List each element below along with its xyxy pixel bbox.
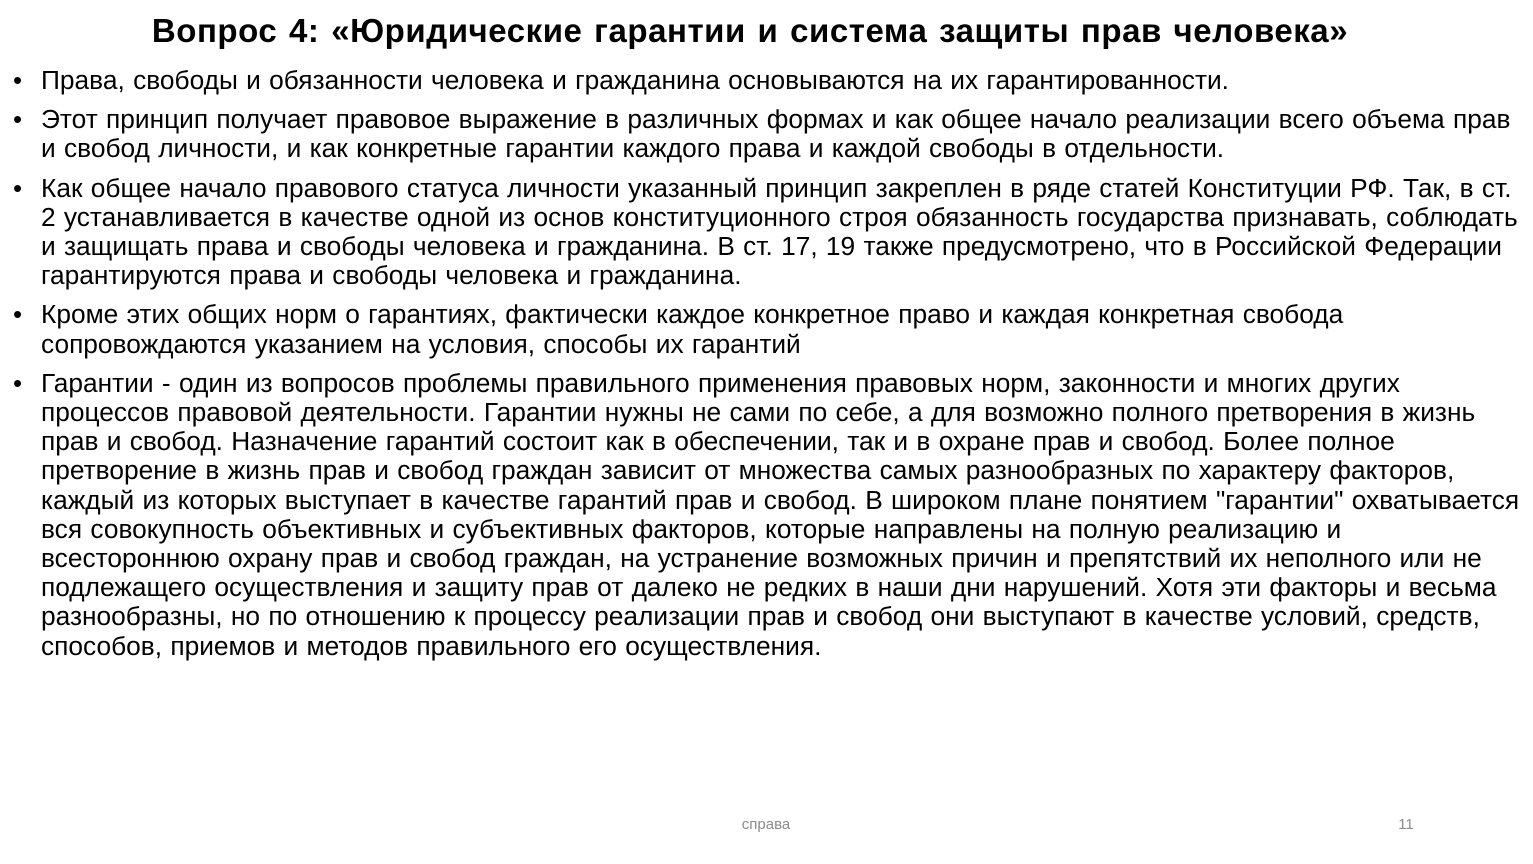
bullet-item xyxy=(13,300,1528,358)
bullet-item xyxy=(13,105,1528,163)
bullet-text: Этот принцип получает правовое выражение в различных формах и как общее начало реализации всего объема прав и свобод личности, и как конкретные гарантии каждого права и каждой свободы в отдельности. xyxy=(41,104,1511,164)
footer-text: справа xyxy=(741,816,791,833)
bullet-text: Как общее начало правового статуса личности указанный принцип закреплен в ряде статей Конституции РФ. Так, в ст. 2 устанавливается в качестве одной из основ конституционного строя обязанность государства признавать, соблюдать и защищать права и свободы человека и гражданина. В ст. 17, 19 также предусмотрено, что в Российской Федерации гарантируются права и свободы человека и гражданина. xyxy=(41,172,1518,291)
bullet-text: Права, свободы и обязанности человека и гражданина основываются на их гарантированности. xyxy=(41,65,1229,95)
bullet-marker: • xyxy=(13,299,23,330)
page-number: 11 xyxy=(1398,816,1414,833)
bullet-marker: • xyxy=(13,65,23,95)
bullet-item xyxy=(13,369,1528,661)
bullet-text: Гарантии - один из вопросов проблемы правильного применения правовых норм, законности и многих других процессов правовой деятельности. Гарантии нужны не сами по себе, а для возможно полного претворения в жизнь прав и свобод. Назначение гарантий состоит как в обеспечении, так и в охране прав и свобод. Более полное претворение в жизнь прав и свобод граждан зависит от множества самых разнообразных по характеру факторов, каждый из которых выступает в качестве гарантий прав и свобод. В широком плане понятием "гарантии" охватывается вся совокупность объективных и субъективных факторов, которые направлены на полную реализацию и всестороннюю охрану прав и свобод граждан, на устранение возможных причин и препятствий их неполного или не подлежащего осуществления и защиту прав от далеко не редких в наши дни нарушений. Хотя эти факторы и весьма разнообразны, но по отношению к процессу реализации прав и свобод они выступают в качестве условий, средств, способов, приемов и методов правильного его осуществления. xyxy=(41,367,1520,661)
bullet-item xyxy=(13,174,1528,291)
bullet-marker: • xyxy=(13,172,23,203)
slide-title: Вопрос 4: «Юридические гарантии и система защиты прав человека» xyxy=(151,12,1349,49)
bullet-item xyxy=(13,66,1528,95)
bullet-marker: • xyxy=(13,367,23,398)
bullet-marker: • xyxy=(13,104,23,135)
bullet-list xyxy=(13,66,1528,671)
bullet-text: Кроме этих общих норм о гарантиях, фактически каждое конкретное право и каждая конкретная свобода сопровождаются указанием на условия, способы их гарантий xyxy=(41,299,1344,359)
